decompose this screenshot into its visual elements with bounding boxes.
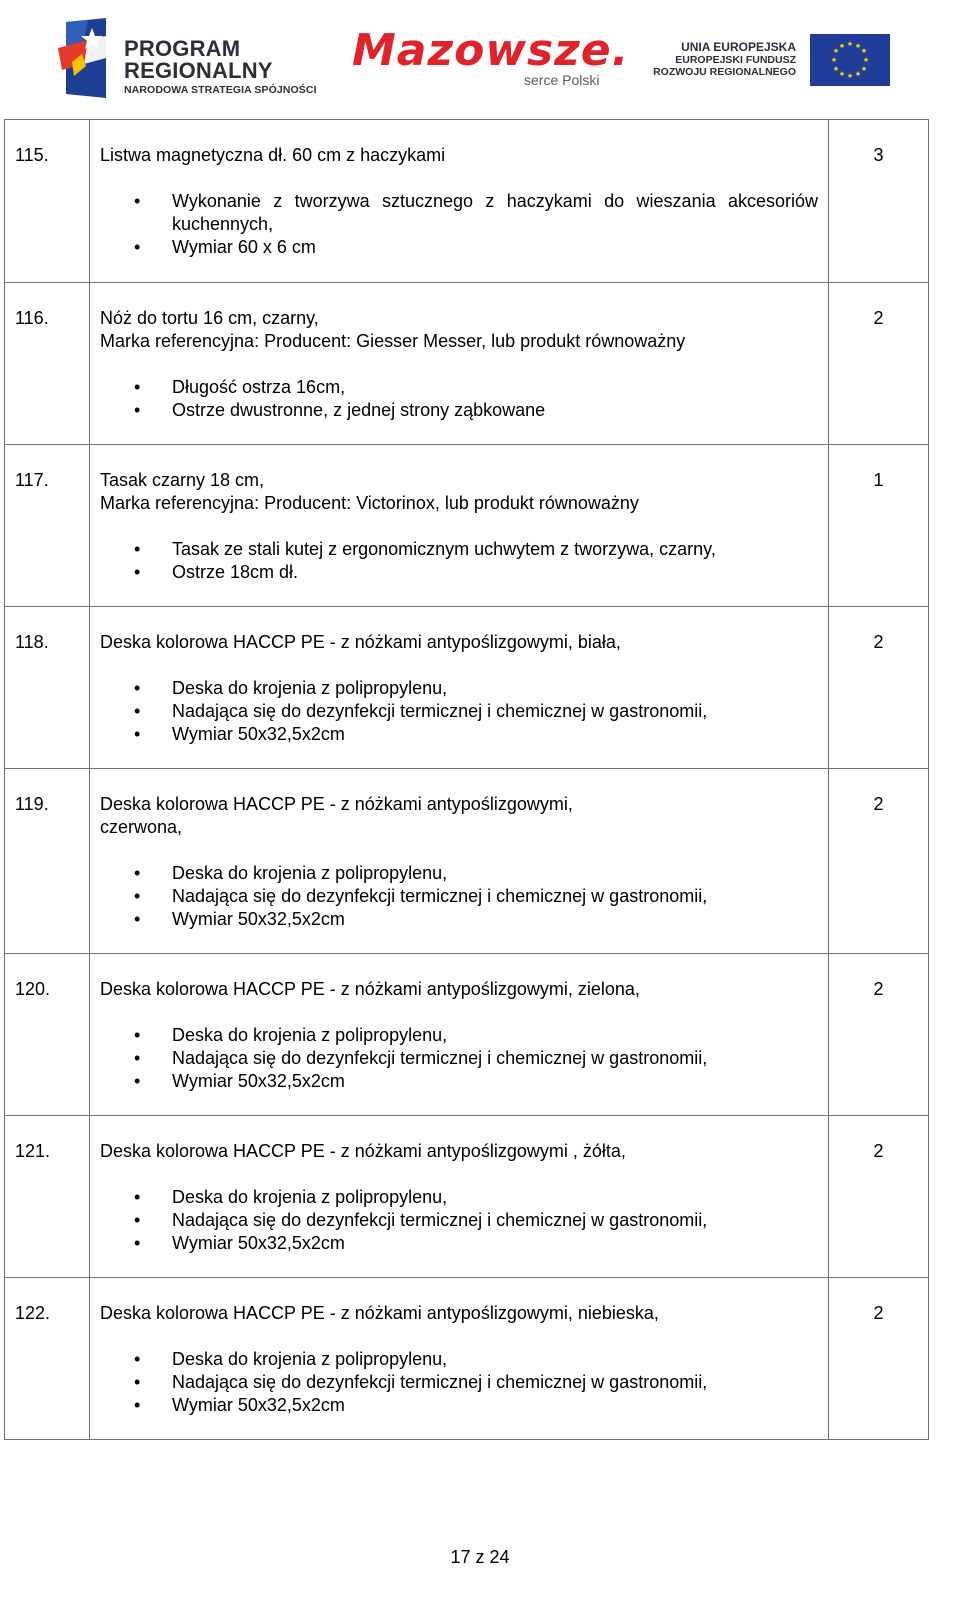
svg-text:★: ★	[846, 40, 854, 48]
logo-line-program: PROGRAM	[124, 36, 241, 61]
bullet-icon: •	[134, 701, 141, 721]
item-description	[90, 607, 829, 769]
eu-line-union: UNIA EUROPEJSKA	[681, 40, 796, 54]
bullet-icon: •	[134, 539, 141, 559]
svg-text:★: ★	[838, 42, 846, 50]
list-item	[100, 862, 818, 885]
bullet-icon: •	[134, 562, 141, 582]
svg-text:★: ★	[862, 56, 870, 64]
item-number: 122.	[5, 1278, 90, 1440]
list-item	[100, 399, 818, 422]
item-description	[90, 283, 829, 445]
item-quantity: 2	[829, 1116, 929, 1278]
item-title-line: Marka referencyjna: Producent: Giesser Messer, lub produkt równoważny	[100, 331, 686, 351]
item-description	[90, 445, 829, 607]
list-item-text: Deska do krojenia z polipropylenu,	[172, 1025, 448, 1045]
logo-line-regionalny: REGIONALNY	[124, 58, 273, 83]
table-row	[5, 769, 929, 954]
item-title-line: Listwa magnetyczna dł. 60 cm z haczykami	[100, 145, 446, 165]
list-item	[100, 236, 818, 259]
bullet-icon: •	[134, 1048, 141, 1068]
page-number: 17 z 24	[450, 1547, 510, 1567]
item-quantity: 1	[829, 445, 929, 607]
table-row	[5, 1116, 929, 1278]
bullet-icon: •	[134, 724, 141, 744]
eu-logo	[650, 34, 890, 86]
list-item	[100, 723, 818, 746]
list-item	[100, 677, 818, 700]
list-item-text: Deska do krojenia z polipropylenu,	[172, 1187, 448, 1207]
bullet-icon: •	[134, 1210, 141, 1230]
mazowsze-tagline: serce Polski	[524, 72, 600, 88]
item-spec-list	[100, 1348, 818, 1417]
item-quantity: 2	[829, 607, 929, 769]
item-title-line: Tasak czarny 18 cm,	[100, 470, 265, 490]
bullet-icon: •	[134, 1233, 141, 1253]
list-item	[100, 1371, 818, 1394]
item-description	[90, 120, 829, 283]
item-number: 117.	[5, 445, 90, 607]
list-item	[100, 1394, 818, 1417]
item-description	[90, 954, 829, 1116]
bullet-icon: •	[134, 237, 141, 257]
svg-text:★: ★	[838, 70, 846, 78]
item-spec-list	[100, 677, 818, 746]
item-description	[90, 769, 829, 954]
list-item-text: Wymiar 50x32,5x2cm	[172, 1395, 345, 1415]
item-spec-list	[100, 1186, 818, 1255]
list-item-text: Wymiar 60 x 6 cm	[172, 237, 316, 257]
item-title-line: Deska kolorowa HACCP PE - z nóżkami antypoślizgowymi, niebieska,	[100, 1303, 659, 1323]
table-row	[5, 120, 929, 283]
table-row	[5, 1278, 929, 1440]
svg-text:★: ★	[860, 47, 868, 55]
eu-line-regional: ROZWOJU REGIONALNEGO	[653, 66, 796, 78]
item-description	[90, 1116, 829, 1278]
bullet-icon: •	[134, 400, 141, 420]
list-item	[100, 376, 818, 399]
item-quantity: 2	[829, 954, 929, 1116]
list-item-text: Ostrze 18cm dł.	[172, 562, 299, 582]
item-title-line: Deska kolorowa HACCP PE - z nóżkami antypoślizgowymi, zielona,	[100, 979, 640, 999]
list-item-text: Deska do krojenia z polipropylenu,	[172, 863, 448, 883]
list-item	[100, 1209, 818, 1232]
list-item-text: Nadająca się do dezynfekcji termicznej i chemicznej w gastronomii,	[172, 1372, 708, 1392]
list-item-text: Nadająca się do dezynfekcji termicznej i chemicznej w gastronomii,	[172, 1048, 708, 1068]
item-number: 115.	[5, 120, 90, 283]
item-number: 121.	[5, 1116, 90, 1278]
item-spec-list	[100, 376, 818, 422]
list-item	[100, 1070, 818, 1093]
program-regionalny-logo	[58, 18, 318, 98]
list-item-text: Nadająca się do dezynfekcji termicznej i chemicznej w gastronomii,	[172, 701, 708, 721]
item-quantity: 2	[829, 1278, 929, 1440]
list-item-text: Nadająca się do dezynfekcji termicznej i chemicznej w gastronomii,	[172, 886, 708, 906]
bullet-icon: •	[134, 886, 141, 906]
bullet-icon: •	[134, 1349, 141, 1369]
list-item	[100, 1047, 818, 1070]
list-item-text: Wymiar 50x32,5x2cm	[172, 1071, 345, 1091]
list-item-text: Wymiar 50x32,5x2cm	[172, 724, 345, 744]
page-header	[0, 0, 960, 110]
bullet-icon: •	[134, 678, 141, 698]
list-item-text: Nadająca się do dezynfekcji termicznej i chemicznej w gastronomii,	[172, 1210, 708, 1230]
list-item	[100, 1348, 818, 1371]
item-quantity: 2	[829, 769, 929, 954]
item-title-line: Deska kolorowa HACCP PE - z nóżkami antypoślizgowymi , żółta,	[100, 1141, 626, 1161]
item-title-line: Deska kolorowa HACCP PE - z nóżkami antypoślizgowymi,	[100, 794, 573, 814]
list-item	[100, 700, 818, 723]
item-title-line: Nóż do tortu 16 cm, czarny,	[100, 308, 319, 328]
items-table-body	[5, 120, 929, 1440]
list-item-text: Tasak ze stali kutej z ergonomicznym uchwytem z tworzywa, czarny,	[172, 539, 716, 559]
bullet-icon: •	[134, 1187, 141, 1207]
bullet-icon: •	[134, 191, 141, 211]
item-number: 119.	[5, 769, 90, 954]
list-item	[100, 1024, 818, 1047]
list-item	[100, 908, 818, 931]
list-item-text: Wykonanie z tworzywa sztucznego z haczykami do wieszania akcesoriów kuchennych,	[172, 191, 818, 234]
table-row	[5, 954, 929, 1116]
list-item-text: Deska do krojenia z polipropylenu,	[172, 1349, 448, 1369]
item-number: 118.	[5, 607, 90, 769]
list-item	[100, 1232, 818, 1255]
svg-text:★: ★	[854, 42, 862, 50]
svg-text:★: ★	[830, 56, 838, 64]
item-title-line: Marka referencyjna: Producent: Victorinox, lub produkt równoważny	[100, 493, 639, 513]
bullet-icon: •	[134, 1372, 141, 1392]
list-item-text: Wymiar 50x32,5x2cm	[172, 909, 345, 929]
item-number: 116.	[5, 283, 90, 445]
list-item-text: Ostrze dwustronne, z jednej strony ząbkowane	[172, 400, 546, 420]
bullet-icon: •	[134, 909, 141, 929]
logo-line-strategy: NARODOWA STRATEGIA SPÓJNOŚCI	[124, 84, 317, 96]
mazowsze-logo	[352, 25, 630, 92]
item-number: 120.	[5, 954, 90, 1116]
list-item	[100, 538, 818, 561]
item-title-line: czerwona,	[100, 817, 183, 837]
program-regionalny-emblem-icon	[58, 18, 112, 98]
item-spec-list	[100, 862, 818, 931]
list-item	[100, 1186, 818, 1209]
item-quantity: 2	[829, 283, 929, 445]
svg-text:★: ★	[832, 65, 840, 73]
item-description	[90, 1278, 829, 1440]
svg-text:★: ★	[860, 65, 868, 73]
eu-flag-icon	[810, 34, 890, 86]
item-spec-list	[100, 1024, 818, 1093]
list-item	[100, 885, 818, 908]
item-quantity: 3	[829, 120, 929, 283]
list-item-text: Deska do krojenia z polipropylenu,	[172, 678, 448, 698]
svg-text:★: ★	[854, 70, 862, 78]
bullet-icon: •	[134, 1025, 141, 1045]
table-row	[5, 607, 929, 769]
bullet-icon: •	[134, 377, 141, 397]
item-spec-list	[100, 538, 818, 584]
svg-text:★: ★	[846, 72, 854, 80]
svg-text:★: ★	[832, 47, 840, 55]
eu-line-fund: EUROPEJSKI FUNDUSZ	[675, 54, 796, 66]
bullet-icon: •	[134, 863, 141, 883]
mazowsze-wordmark: Mazowsze.	[352, 25, 630, 76]
list-item-text: Wymiar 50x32,5x2cm	[172, 1233, 345, 1253]
items-table	[4, 119, 929, 1440]
list-item	[100, 561, 818, 584]
list-item-text: Długość ostrza 16cm,	[172, 377, 346, 397]
item-spec-list	[100, 190, 818, 259]
item-title-line: Deska kolorowa HACCP PE - z nóżkami antypoślizgowymi, biała,	[100, 632, 621, 652]
bullet-icon: •	[134, 1395, 141, 1415]
table-row	[5, 445, 929, 607]
list-item	[100, 190, 818, 236]
table-row	[5, 283, 929, 445]
bullet-icon: •	[134, 1071, 141, 1091]
